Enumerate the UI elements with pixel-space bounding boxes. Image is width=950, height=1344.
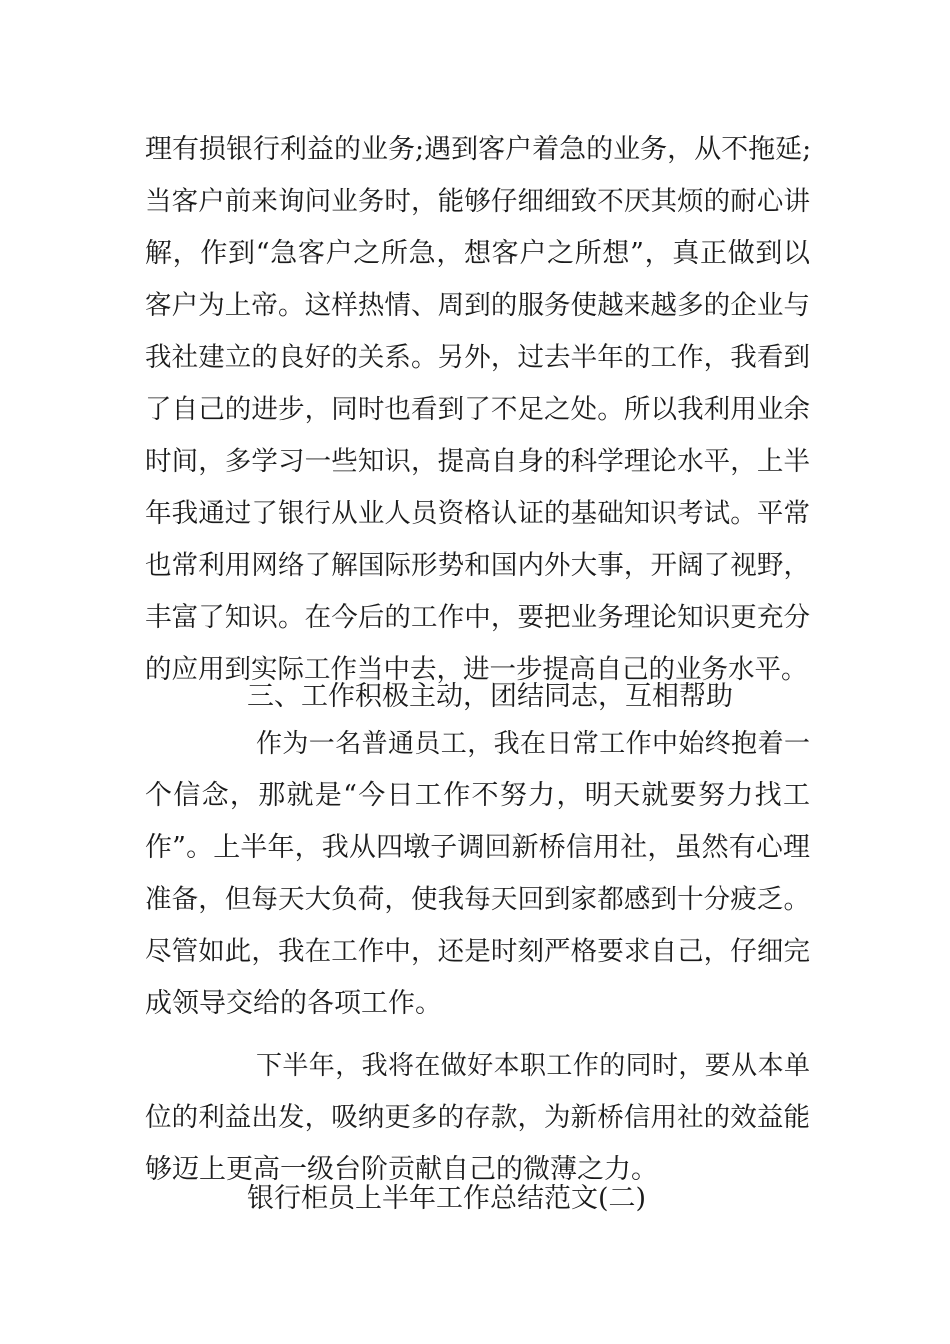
paragraph-1-line: 的应用到实际工作当中去，进一步提高自己的业务水平。 — [145, 654, 808, 685]
paragraph-1-line: 解，作到“急客户之所急，想客户之所想”，真正做到以 — [145, 238, 810, 269]
paragraph-1-line: 理有损银行利益的业务;遇到客户着急的业务，从不拖延; — [145, 134, 812, 165]
paragraph-3-line: 够迈上更高一级台阶贡献自己的微薄之力。 — [145, 1154, 658, 1185]
paragraph-3-line: 下半年，我将在做好本职工作的同时，要从本单 — [256, 1051, 810, 1081]
paragraph-1-line: 时间，多学习一些知识，提高自身的科学理论水平，上半 — [145, 446, 810, 477]
section-heading: 三、工作积极主动，团结同志，互相帮助 — [247, 681, 733, 712]
paragraph-2-line: 准备，但每天大负荷，使我每天回到家都感到十分疲乏。 — [145, 884, 810, 915]
paragraph-2-line: 个信念，那就是“今日工作不努力，明天就要努力找工 — [145, 780, 810, 811]
paragraph-1-line: 也常利用网络了解国际形势和国内外大事，开阔了视野， — [145, 550, 810, 581]
paragraph-2-line: 作”。上半年，我从四墩子调回新桥信用社，虽然有心理 — [145, 832, 810, 863]
paragraph-1-line: 客户为上帝。这样热情、周到的服务使越来越多的企业与 — [145, 290, 810, 321]
next-article-title: 银行柜员上半年工作总结范文(二) — [247, 1183, 647, 1214]
paragraph-1-line: 丰富了知识。在今后的工作中，要把业务理论知识更充分 — [145, 602, 810, 633]
paragraph-1-line: 我社建立的良好的关系。另外，过去半年的工作，我看到 — [145, 342, 810, 373]
paragraph-1-line: 年我通过了银行从业人员资格认证的基础知识考试。平常 — [145, 498, 810, 529]
paragraph-2-line: 作为一名普通员工，我在日常工作中始终抱着一 — [256, 729, 810, 759]
paragraph-2-line: 尽管如此，我在工作中，还是时刻严格要求自己，仔细完 — [145, 936, 810, 967]
paragraph-1-line: 了自己的进步，同时也看到了不足之处。所以我利用业余 — [145, 394, 810, 425]
paragraph-1-line: 当客户前来询问业务时，能够仔细细致不厌其烦的耐心讲 — [145, 186, 810, 217]
paragraph-2-line: 成领导交给的各项工作。 — [145, 988, 442, 1019]
paragraph-3-line: 位的利益出发，吸纳更多的存款，为新桥信用社的效益能 — [145, 1102, 810, 1133]
